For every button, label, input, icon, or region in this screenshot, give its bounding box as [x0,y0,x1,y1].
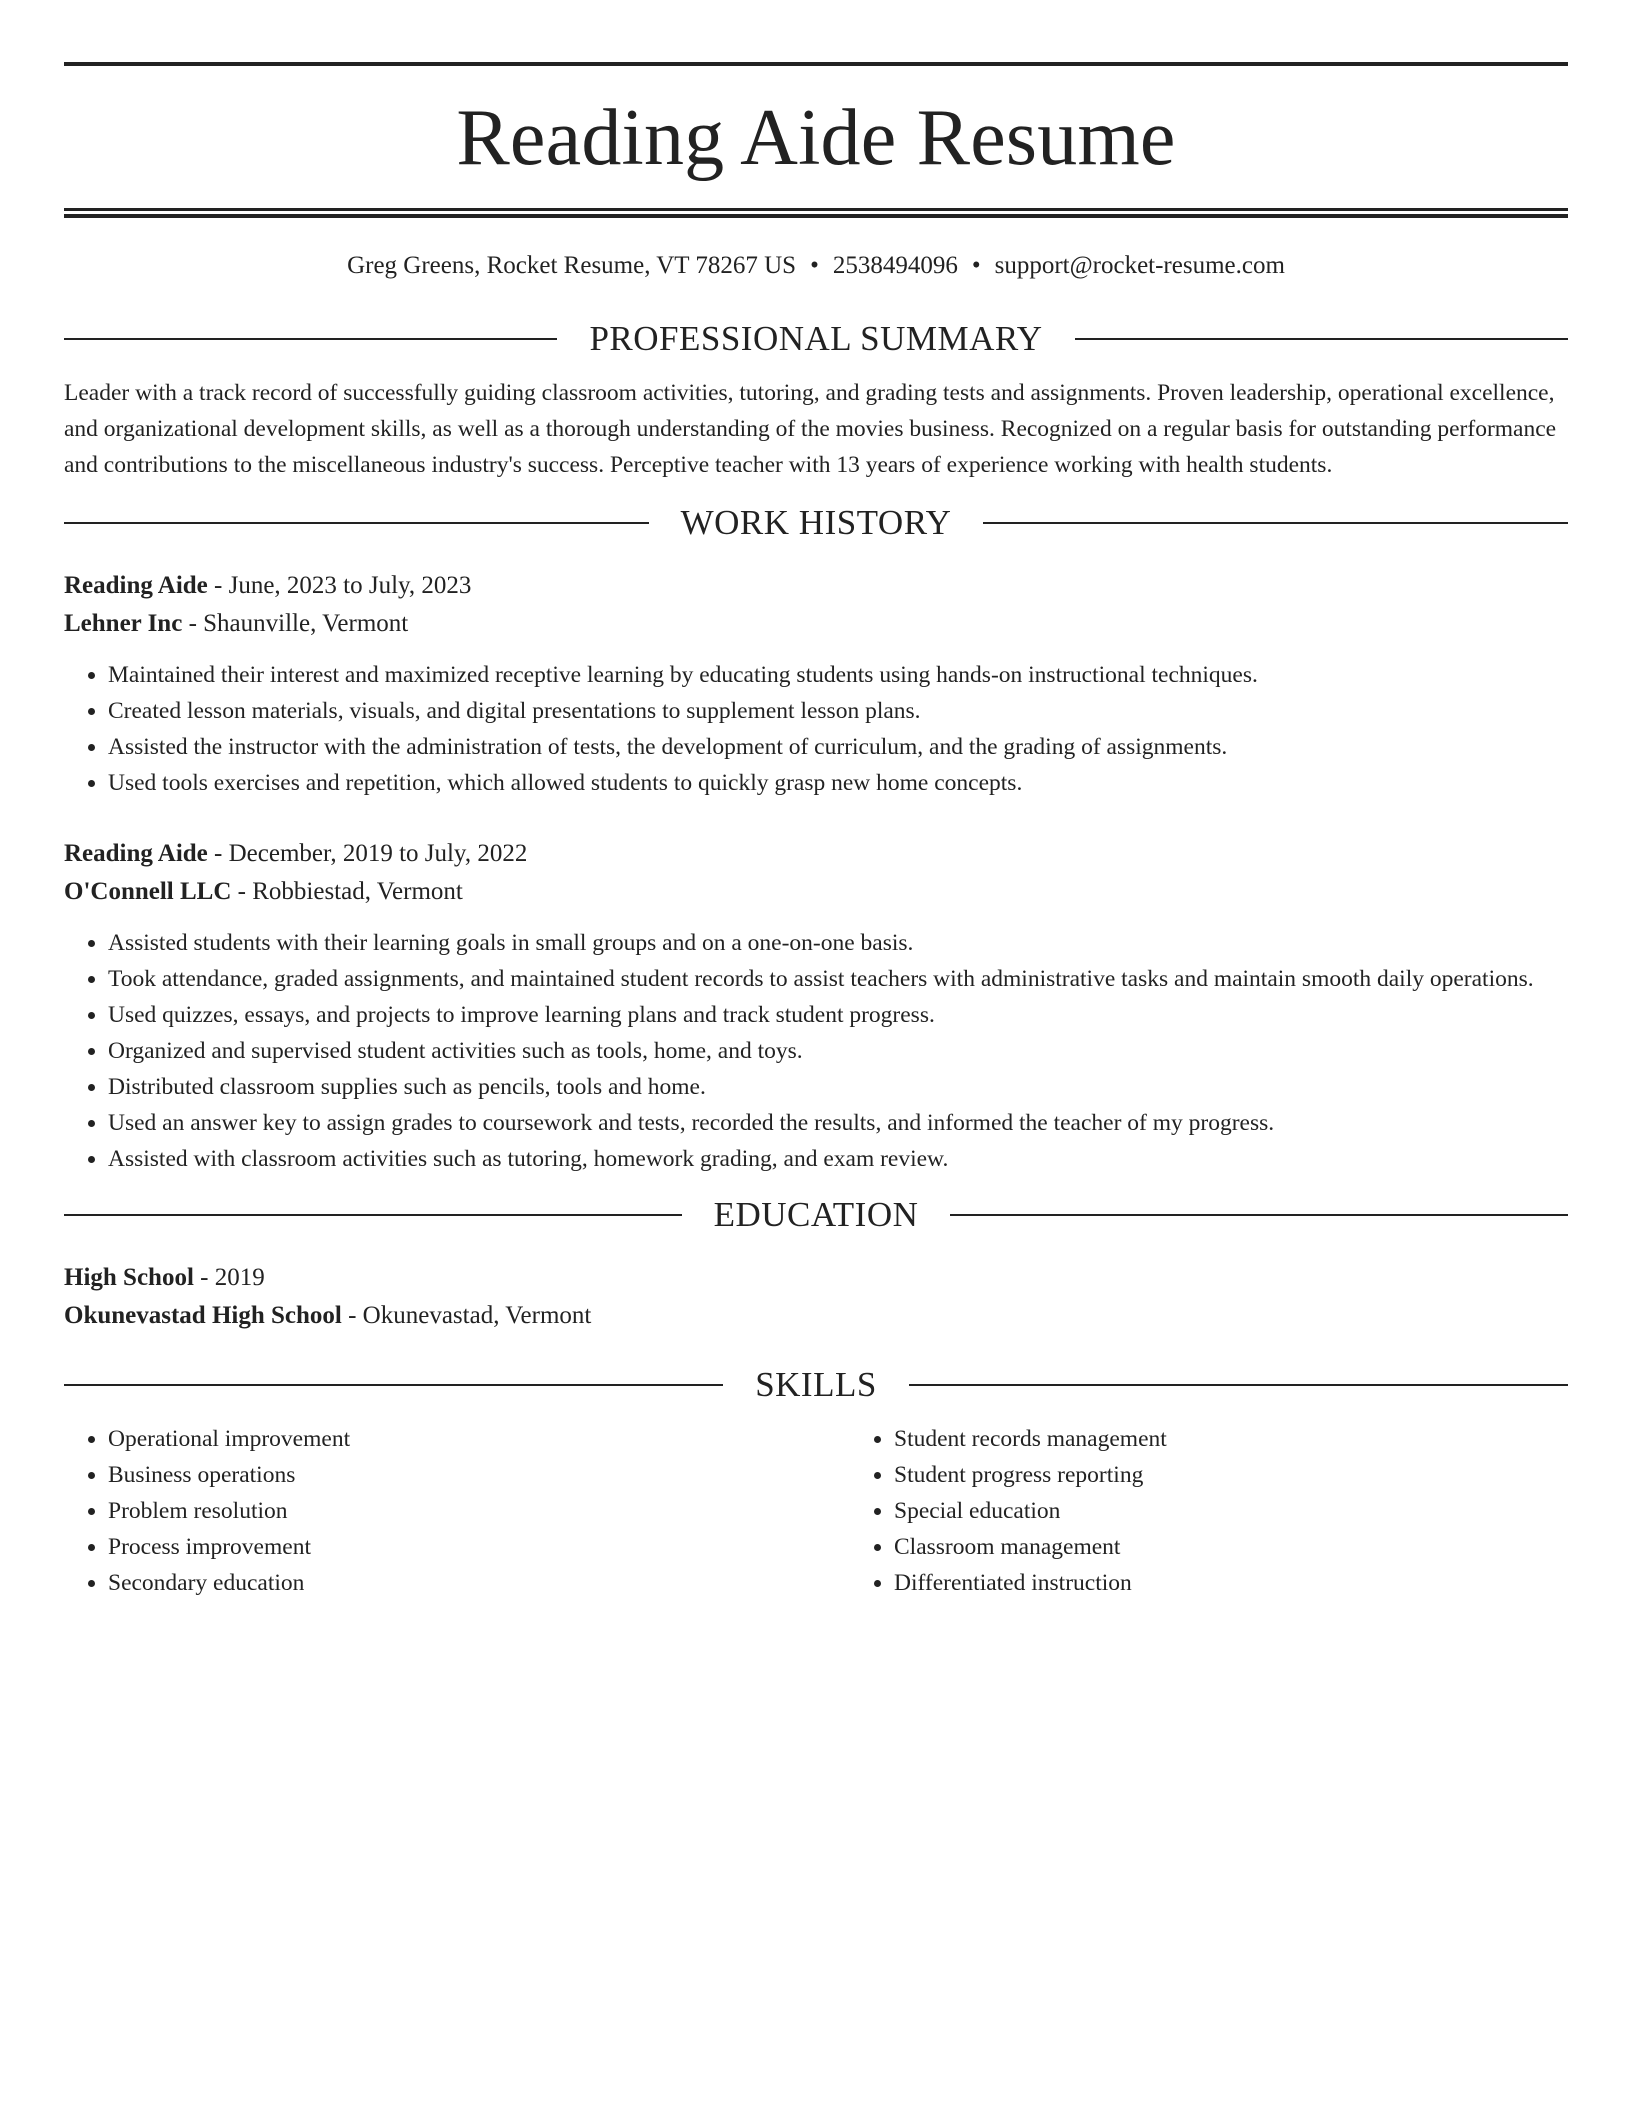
job-bullets [64,657,1568,801]
job-bullet: • Assisted with classroom activities such as tutoring, homework grading, and exam review. [108,1141,1568,1177]
education-entry [64,1259,1568,1335]
heading-rule [64,1214,682,1216]
heading-rule [950,1214,1568,1216]
education-year: - 2019 [193,1264,265,1291]
skill-item: • Classroom management [894,1529,1568,1565]
job-bullet: • Organized and supervised student activities such as tools, home, and toys. [108,1033,1568,1069]
heading-rule [64,338,557,340]
job-bullet: • Assisted the instructor with the administration of tests, the development of curriculum, and the grading of assignments. [108,729,1568,765]
section-title: WORK HISTORY [680,503,952,542]
section-title: PROFESSIONAL SUMMARY [589,319,1043,358]
heading-rule [1075,338,1568,340]
section-heading-education [64,1195,1568,1235]
skills-list-left [64,1421,850,1601]
resume-title: Reading Aide Resume [456,94,1176,182]
contact-address: Greg Greens, Rocket Resume, VT 78267 US [347,252,797,279]
contact-email: support@rocket-resume.com [994,252,1285,279]
education-degree: High School [64,1264,194,1291]
title-double-rule [64,208,1568,218]
job-location: - Shaunville, Vermont [182,610,409,637]
education-school: Okunevastad High School [64,1302,342,1329]
skill-item: • Operational improvement [108,1421,850,1457]
job-title-line [64,567,1568,605]
job-title: Reading Aide [64,572,208,599]
skills-columns [64,1421,1568,1601]
job-bullet: • Assisted students with their learning goals in small groups and on a one-on-one basis. [108,925,1568,961]
job-bullet: • Distributed classroom supplies such as pencils, tools and home. [108,1069,1568,1105]
skill-item: • Problem resolution [108,1493,850,1529]
job-company-line [64,605,1568,643]
skill-item: • Student records management [894,1421,1568,1457]
job-bullets [64,925,1568,1177]
job-title: Reading Aide [64,840,208,867]
skill-item: • Differentiated instruction [894,1565,1568,1601]
skill-item: • Special education [894,1493,1568,1529]
job-company: O'Connell LLC [64,878,232,905]
job-bullet: • Took attendance, graded assignments, and maintained student records to assist teachers with administrative tasks and maintain smooth daily operations. [108,961,1568,997]
contact-separator: • [810,252,819,279]
job-dates: - December, 2019 to July, 2022 [207,840,528,867]
skills-list-right [850,1421,1568,1601]
section-heading-summary [64,319,1568,359]
job-company: Lehner Inc [64,610,183,637]
education-location: - Okunevastad, Vermont [341,1302,592,1329]
job-list [64,567,1568,1177]
skill-item: • Secondary education [108,1565,850,1601]
job-title-line [64,835,1568,873]
summary-text: Leader with a track record of successfully guiding classroom activities, tutoring, and grading tests and assignments. Proven leadership, operational excellence, and organizational development skills, as well as a thorough understanding of the movies business. Recognized on a regular basis for outstanding performance and contributions to the miscellaneous industry's success. Perceptive teacher with 13 years of experience working with health students. [64,380,1557,478]
skill-item: • Business operations [108,1457,850,1493]
job-entry [64,567,1568,801]
contact-line [64,251,1568,281]
contact-phone: 2538494096 [832,252,958,279]
heading-rule [909,1384,1568,1386]
education-school-line [64,1297,1568,1335]
section-title: SKILLS [755,1365,877,1404]
skill-item: • Student progress reporting [894,1457,1568,1493]
section-heading-skills [64,1365,1568,1405]
skill-item: • Process improvement [108,1529,850,1565]
job-location: - Robbiestad, Vermont [231,878,463,905]
section-title: EDUCATION [713,1195,919,1234]
job-bullet: • Created lesson materials, visuals, and digital presentations to supplement lesson plans. [108,693,1568,729]
heading-rule [983,522,1568,524]
job-dates: - June, 2023 to July, 2023 [207,572,472,599]
section-heading-work-history [64,503,1568,543]
heading-rule [64,1384,723,1386]
job-bullet: • Maintained their interest and maximized receptive learning by educating students using hands-on instructional techniques. [108,657,1568,693]
education-degree-line [64,1259,1568,1297]
job-entry [64,835,1568,1177]
job-company-line [64,873,1568,911]
heading-rule [64,522,649,524]
contact-separator: • [971,252,981,279]
job-bullet: • Used quizzes, essays, and projects to improve learning plans and track student progress. [108,997,1568,1033]
job-bullet: • Used an answer key to assign grades to coursework and tests, recorded the results, and informed the teacher of my progress. [108,1105,1568,1141]
job-bullet: • Used tools exercises and repetition, which allowed students to quickly grasp new home concepts. [108,765,1568,801]
